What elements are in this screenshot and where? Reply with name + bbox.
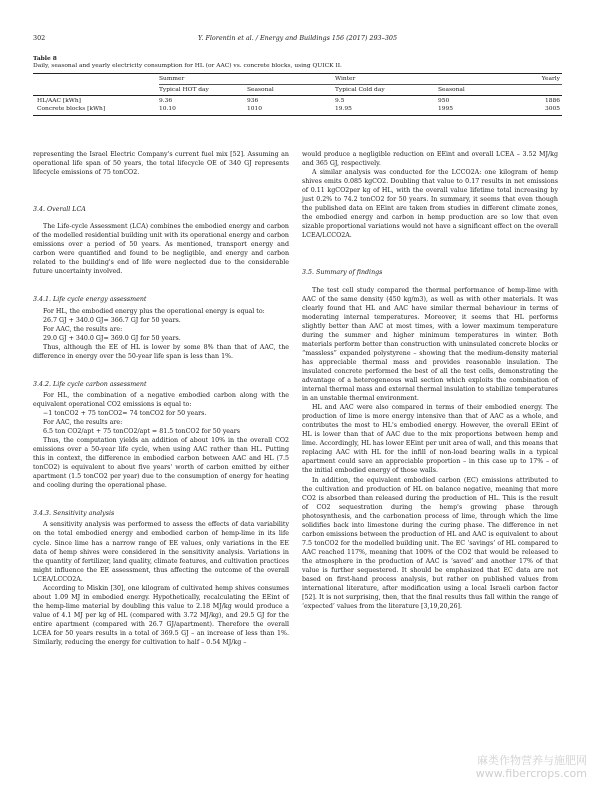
table-row: [33, 96, 562, 106]
watermark-line-1: 麻类作物营养与施肥网: [477, 754, 587, 767]
running-title: Y. Florentin et al. / Energy and Buildings 156 (2017) 293–305: [197, 34, 398, 42]
subsection-heading: 3.4.2. Life cycle carbon assessment: [33, 380, 147, 388]
table-number: Table 8: [33, 55, 57, 62]
row-label: HL/AAC [kWh]: [37, 98, 81, 104]
paragraph: HL and AAC were also compared in terms of their embodied energy. The production of lime is more energy intensive than that of AAC as a whole, and contributes the most to HL's embodied energy. However, the overall EEint of HL is lower than that of AAC due to the mix proportions between hemp and lime. Accordingly, HL has lower EEint per unit area of wall, and this means that replacing AAC with HL for the infill of non-load bearing walls in a typical apartment could save an appreciable proportion – in this case up to 17% – of the initial embodied energy of those walls.: [302, 404, 558, 475]
paragraph: Thus, although the EE of HL is lower by some 8% than that of AAC, the difference in energy over the 50-year life span is less than 1%.: [33, 343, 289, 360]
right-column: [302, 150, 558, 611]
cell: 10.10: [159, 106, 176, 112]
table-sub-header-row: [33, 85, 562, 95]
paragraph: Thus, the computation yields an addition of about 10% in the overall CO2 emissions over a 50-year life cycle, when using AAC rather than HL. Putting this in context, the difference in embodied carbon between AAC and HL (7.5 tonCO2) is equivalent to about five years' worth of carbon emitted by either apartment (1.5 tonCO2 per year) due to the consumption of energy for heating and cooling during the operational phase.: [33, 437, 289, 490]
cell: 9.36: [159, 98, 173, 104]
header-winter-seasonal: Seasonal: [438, 87, 465, 93]
header-typical-cold-day: Typical Cold day: [335, 87, 385, 93]
cell: 950: [438, 98, 450, 104]
cell: 19.95: [335, 106, 352, 112]
cell: 1995: [438, 106, 453, 112]
paragraph: For HL, the combination of a negative embodied carbon along with the equivalent operational CO2 emissions is equal to:: [33, 391, 289, 408]
page-number: 302: [33, 34, 46, 42]
watermark: [476, 754, 587, 780]
table-caption: Daily, seasonal and yearly electricity consumption for HL (or AAC) vs. concrete blocks, using QUICK II.: [33, 63, 342, 69]
section-heading: 3.4. Overall LCA: [33, 206, 86, 214]
header-summer: Summer: [159, 76, 185, 82]
table-row: [33, 106, 562, 115]
row-label: Concrete blocks [kWh]: [37, 106, 106, 112]
paragraph: In addition, the equivalent embodied carbon (EC) emissions attributed to the cultivation and production of HL on balance negative, meaning that more CO2 is absorbed than released during the production of HL. This is the result of CO2 sequestration during the hemp's growing phase through photosynthesis, and the carbonation process of lime, through which the lime solidifies back into limestone during the curing phase. The difference in net carbon emissions between the production of HL and AAC is equivalent to about 7.5 tonCO2 for the modelled building unit. The EC ‘savings’ of HL compared to AAC reached 117%, meaning that 100% of the CO2 that would be released to the atmosphere in the production of AAC is ‘saved’ and another 17% of that value is further sequestered. It should be emphasized that EC data are not based on first-hand process analysis, but rather on published values from international literature, after modification using a local Israeli carbon factor [52]. It is not surprising, then, that the final results thus fall within the range of ‘expected’ values from the literature [3,19,20,26].: [302, 476, 558, 611]
paragraph: According to Miskin [30], one kilogram of cultivated hemp shives consumes about 1.09 MJ in embodied energy. Hypothetically, recalculating the EEint of the hemp-lime material by doubling this value to 2.18 MJ/kg would produce a value of 4.1 MJ per kg of HL (compared with 3.72 MJ/kg), and 29.5 GJ for the entire apartment (compared with 26.7 GJ/apartment). Therefore the overall LCEA for 50 years results in a total of 369.5 GJ – an increase of less than 1%. Similarly, reducing the energy for cultivation to half – 0.54 MJ/kg –: [33, 584, 289, 647]
paragraph: A sensitivity analysis was performed to assess the effects of data variability on the total embodied energy and embodied carbon of hemp-lime in its life cycle. Since lime has a narrow range of EE values, only variations in the EE data of hemp shives were considered in the sensitivity analysis. Variations in the quantity of fertilizer, land quality, climate features, and cultivation practices might influence the EE assessment, thus affecting the outcome of the overall LCEA/LCCO2A.: [33, 521, 289, 583]
paragraph: The Life-cycle Assessment (LCA) combines the embodied energy and carbon of the modelled residential building unit with its operational energy and carbon emissions over a period of 50 years. As mentioned, transport energy and carbon were quantified and found to be negligible, and energy and carbon related to the building's end of life were neglected due to the considerable future uncertainty involved.: [33, 223, 289, 276]
cell: 1010: [247, 106, 262, 112]
section-heading: 3.5. Summary of findings: [302, 269, 383, 277]
left-column: [33, 150, 289, 647]
table-bottom-rule: [33, 115, 562, 116]
equation: 29.0 GJ + 340.0 GJ= 369.0 GJ for 50 years.: [43, 334, 181, 342]
header-yearly: Yearly: [541, 76, 560, 82]
cell: 9.5: [335, 98, 345, 104]
header-summer-seasonal: Seasonal: [247, 87, 274, 93]
table-8: [33, 55, 562, 116]
paragraph: would produce a negligible reduction on EEint and overall LCEA – 3.52 MJ/kg and 365 GJ, respectively.: [302, 151, 558, 168]
subsection-heading: 3.4.1. Life cycle energy assessment: [33, 296, 147, 304]
watermark-line-2: www.fibercrops.com: [475, 767, 587, 780]
header-typical-hot-day: Typical HOT day: [159, 87, 209, 93]
paragraph: For HL, the embodied energy plus the operational energy is equal to:: [43, 307, 265, 315]
cell: 936: [247, 98, 259, 104]
paragraph: The test cell study compared the thermal performance of hemp-lime with AAC of the same density (450 kg/m3), as well as with other materials. It was clearly found that HL and AAC have similar thermal behaviour in terms of moderating internal temperatures. Moreover, it seems that HL performs slightly better than AAC at most times, with a lower maximum temperature during the summer and higher minimum temperatures in winter. Both materials perform better than construction with uninsulated concrete blocks or “massless” expanded polystyrene – showing that the medium-density material has appreciable thermal mass and provides reasonable insulation. The insulated concrete performed the best of all the test cells, demonstrating the advantage of a heterogeneous wall section which exploits the combination of internal thermal mass and external thermal insulation to stabilize temperatures in an unstable thermal environment.: [302, 286, 558, 403]
paragraph: A similar analysis was conducted for the LCCO2A: one kilogram of hemp shives emits 0.085 kgCO2. Doubling that value to 0.17 results in net emissions of 0.11 kgCO2per kg of HL, with the overall value lifetime total increasing by just 0.2% to 74.2 tonCO2 for 50 years. In summary, it seems that even though the published data on EEint are taken from studies in different climate zones, the embodied energy and carbon in hemp production are so low that even sizable proportional variations would not have a significant effect on the overall LCEA/LCCO2A.: [302, 169, 558, 240]
equation: 6.5 ton CO2/apt + 75 tonCO2/apt = 81.5 tonCO2 for 50 years: [43, 428, 241, 436]
running-header: [33, 34, 562, 44]
paragraph: For AAC, the results are:: [43, 418, 123, 426]
equation: 26.7 GJ + 340.0 GJ= 366.7 GJ for 50 years.: [43, 316, 181, 324]
table-group-header-row: [33, 74, 562, 84]
cell: 1886: [545, 98, 560, 104]
paragraph: For AAC, the results are:: [43, 325, 123, 333]
equation: −1 tonCO2 + 75 tonCO2= 74 tonCO2 for 50 years.: [43, 409, 207, 417]
paragraph: representing the Israel Electric Company's current fuel mix [52]. Assuming an operational life span of 50 years, the total lifecycle OE of 340 GJ represents lifecycle emissions of 75 tonCO2.: [33, 151, 289, 177]
header-winter: Winter: [335, 76, 356, 82]
subsection-heading: 3.4.3. Sensitivity analysis: [33, 510, 115, 518]
cell: 3005: [545, 106, 560, 112]
